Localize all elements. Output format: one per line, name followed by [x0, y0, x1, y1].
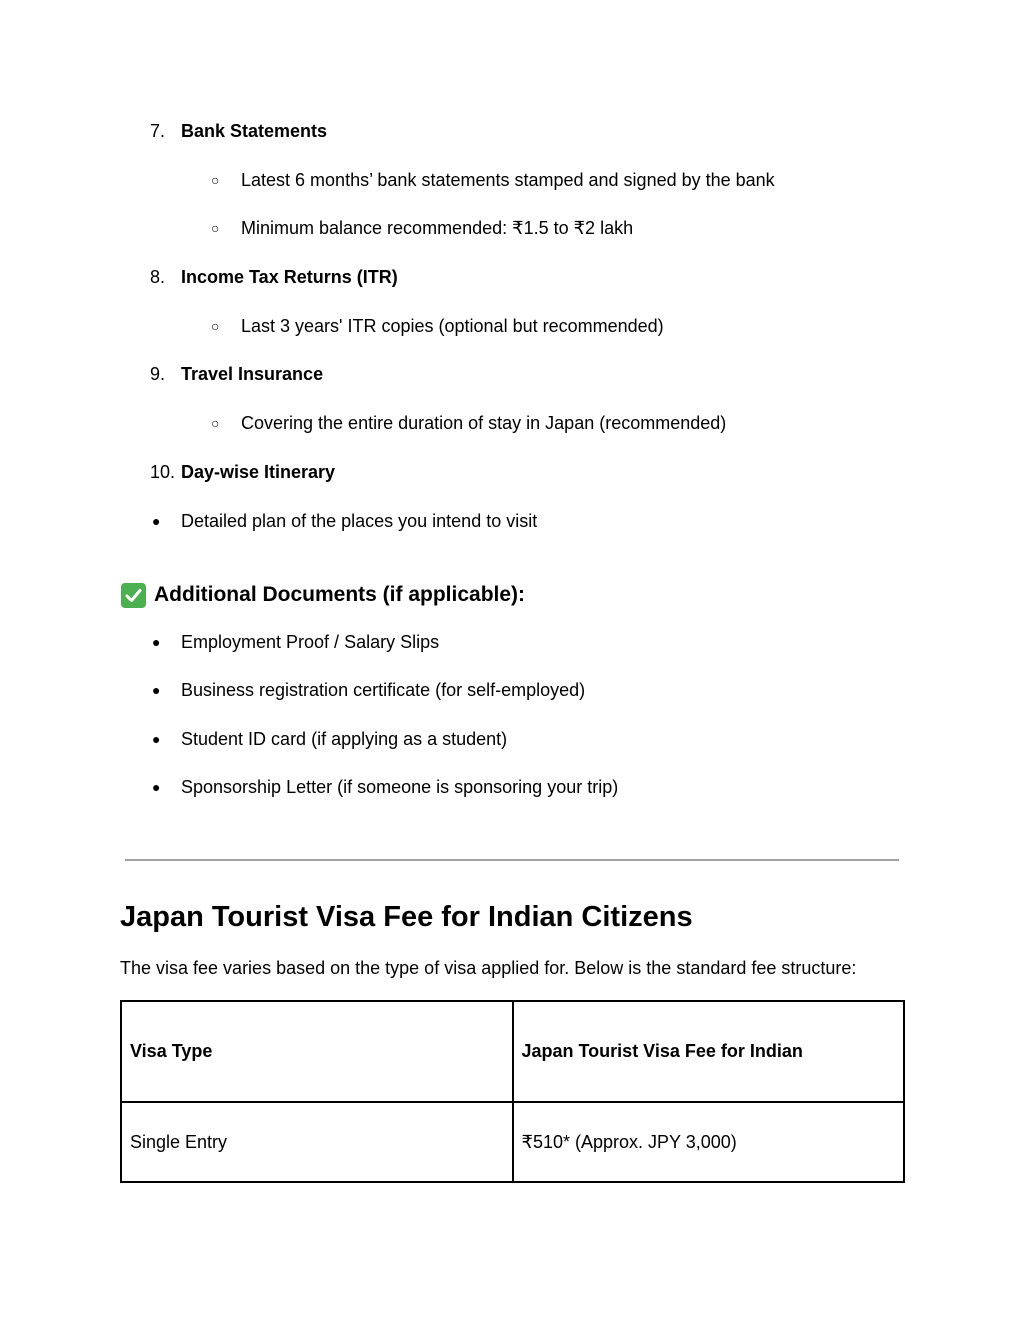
check-mark-icon — [121, 583, 146, 608]
list-item: Latest 6 months’ bank statements stamped and signed by the bank — [241, 170, 775, 190]
list-item: Last 3 years' ITR copies (optional but recommended) — [241, 316, 664, 336]
fee-section-heading: Japan Tourist Visa Fee for Indian Citizens — [120, 901, 693, 933]
hollow-bullet-icon: ○ — [211, 318, 220, 334]
section-title-itinerary: Day-wise Itinerary — [181, 462, 336, 482]
list-item: Covering the entire duration of stay in Japan (recommended) — [241, 413, 727, 433]
visa-fee-table — [120, 1000, 905, 1183]
list-item: Sponsorship Letter (if someone is sponsoring your trip) — [181, 777, 619, 797]
bullet-icon: ● — [152, 731, 161, 747]
table-cell: Single Entry — [121, 1102, 513, 1182]
table-header-cell: Japan Tourist Visa Fee for Indian — [513, 1001, 905, 1102]
table-row — [121, 1102, 904, 1182]
section-title-travel-insurance: Travel Insurance — [181, 364, 324, 384]
list-number: 10. — [150, 462, 176, 482]
list-item: Minimum balance recommended: ₹1.5 to ₹2 lakh — [241, 218, 634, 238]
bullet-icon: ● — [152, 779, 161, 795]
list-number: 8. — [150, 267, 166, 287]
horizontal-divider — [125, 859, 899, 861]
bullet-icon: ● — [152, 634, 161, 650]
list-item: Student ID card (if applying as a student) — [181, 729, 508, 749]
list-item: Business registration certificate (for self-employed) — [181, 680, 586, 700]
list-item: Detailed plan of the places you intend to visit — [181, 511, 538, 531]
bullet-icon: ● — [152, 682, 161, 698]
table-cell: ₹510* (Approx. JPY 3,000) — [513, 1102, 905, 1182]
section-title-bank-statements: Bank Statements — [181, 121, 328, 141]
section-title-itr: Income Tax Returns (ITR) — [181, 267, 398, 287]
hollow-bullet-icon: ○ — [211, 415, 220, 431]
additional-documents-heading: Additional Documents (if applicable): — [154, 583, 526, 606]
list-item: Employment Proof / Salary Slips — [181, 632, 440, 652]
fee-intro-text: The visa fee varies based on the type of visa applied for. Below is the standard fee structure: — [120, 958, 857, 978]
bullet-icon: ● — [152, 513, 161, 529]
list-number: 7. — [150, 121, 166, 141]
table-header-cell: Visa Type — [121, 1001, 513, 1102]
hollow-bullet-icon: ○ — [211, 172, 220, 188]
hollow-bullet-icon: ○ — [211, 220, 220, 236]
table-header-row — [121, 1001, 904, 1102]
list-number: 9. — [150, 364, 166, 384]
